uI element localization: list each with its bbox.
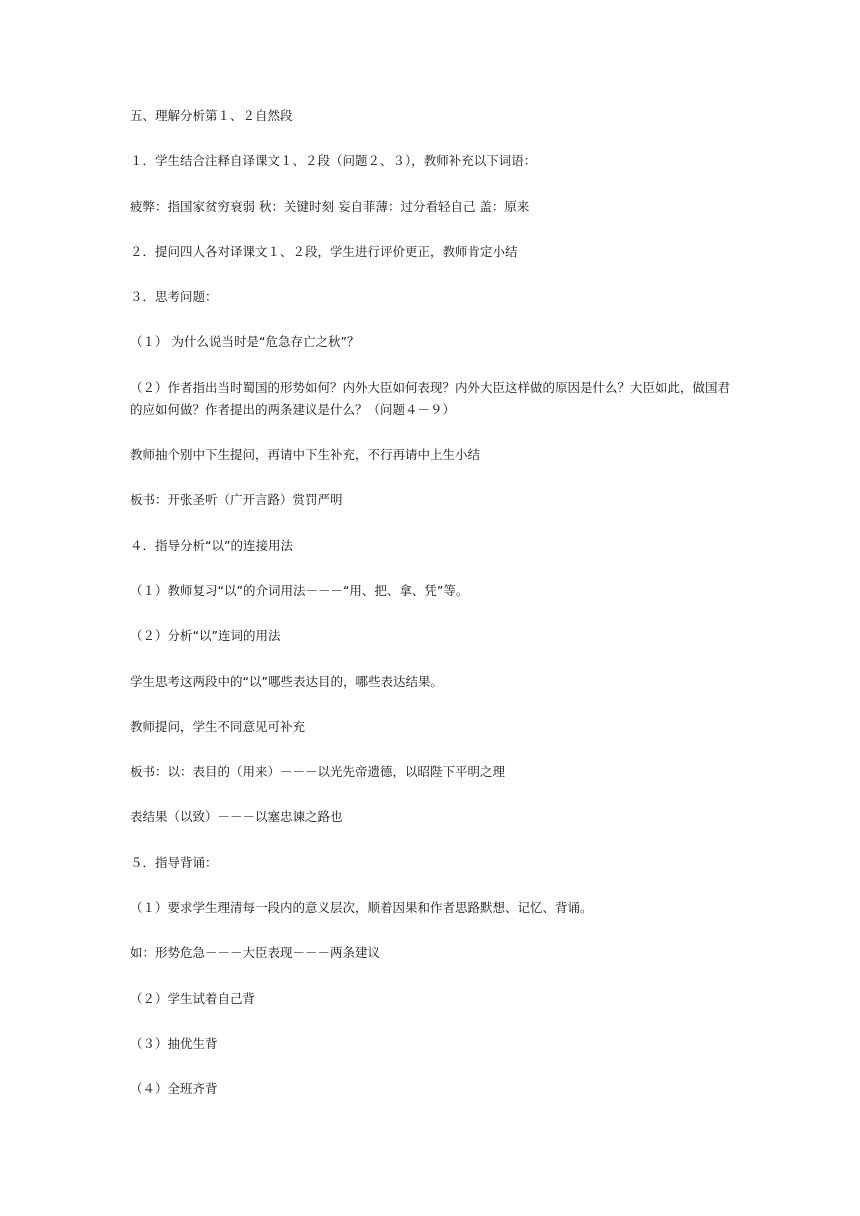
step-5-heading: ５．指导背诵： xyxy=(130,854,218,870)
question-1: （１） 为什么说当时是“危急存亡之秋”？ xyxy=(130,334,360,350)
step-3-heading: ３．思考问题： xyxy=(130,289,218,305)
student-thinking: 学生思考这两段中的“以”哪些表达目的，哪些表达结果。 xyxy=(130,673,443,689)
step-2-text: ２．提问四人各对译课文１、２段，学生进行评价更正，教师肯定小结 xyxy=(130,243,518,259)
step-4-heading: ４．指导分析“以”的连接用法 xyxy=(130,537,293,553)
step-4-item-1: （１）教师复习“以”的介词用法－－－“用、把、拿、凭”等。 xyxy=(130,582,469,598)
step-5-item-3: （３）抽优生背 xyxy=(130,1035,218,1051)
board-note-3: 表结果（以致）－－－以塞忠谏之路也 xyxy=(130,809,343,825)
teacher-note: 教师抽个别中下生提问，再请中下生补充，不行再请中上生小结 xyxy=(130,447,481,463)
step-5-item-1: （１）要求学生理清每一段内的意义层次，顺着因果和作者思路默想、记忆、背诵。 xyxy=(130,900,593,916)
step-4-item-2: （２）分析“以”连词的用法 xyxy=(130,628,281,644)
step-1-text: １．学生结合注释自译课文１、２段（问题２、３），教师补充以下词语： xyxy=(130,153,537,169)
board-note-2: 板书：以：表目的（用来）－－－以光先帝遗德，以昭陛下平明之理 xyxy=(130,764,506,780)
step-5-item-4: （４）全班齐背 xyxy=(130,1081,218,1097)
example-line: 如：形势危急－－－大臣表现－－－两条建议 xyxy=(130,945,381,961)
vocabulary-line: 疲弊：指国家贫穷衰弱 秋：关键时刻 妄自菲薄：过分看轻自己 盖：原来 xyxy=(130,198,530,214)
step-5-item-2: （２）学生试着自己背 xyxy=(130,990,256,1006)
document-body xyxy=(130,105,740,1124)
teacher-question: 教师提问，学生不同意见可补充 xyxy=(130,718,306,734)
board-note-1: 板书：开张圣听（广开言路）赏罚严明 xyxy=(130,492,343,508)
section-heading: 五、理解分析第１、２自然段 xyxy=(130,108,293,123)
question-2: （２）作者指出当时蜀国的形势如何？内外大臣如何表现？内外大臣这样做的原因是什么？大臣如此，做国君的应如何做？作者提出的两条建议是什么？（问题４－９） xyxy=(130,379,731,417)
